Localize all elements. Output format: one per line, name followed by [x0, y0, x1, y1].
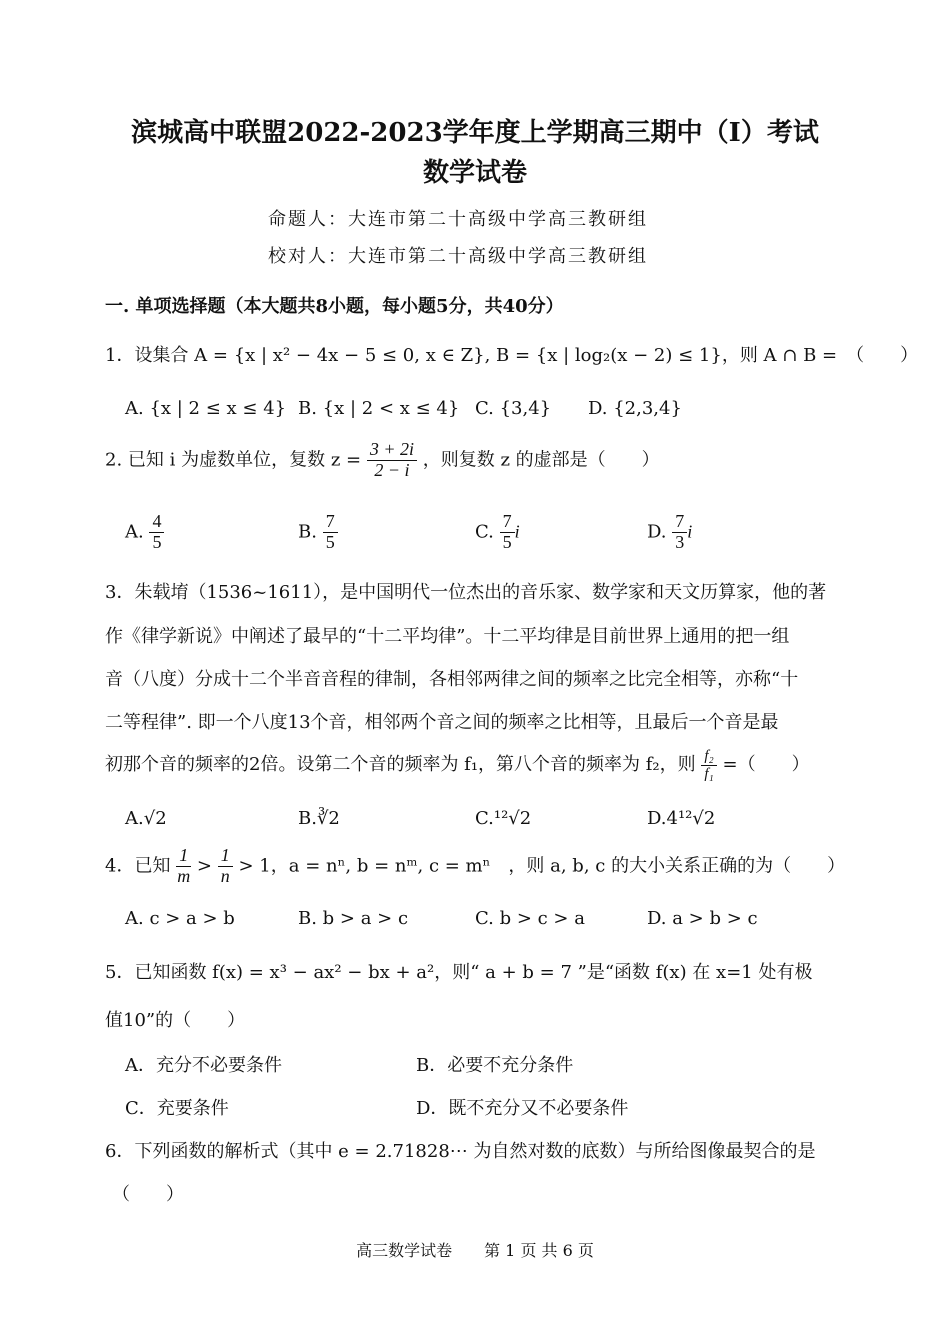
question-3-line-1: 3．朱载堉（1536~1611），是中国明代一位杰出的音乐家、数学家和天文历算家，他的著	[105, 582, 827, 603]
question-5-option-c: C．充要条件	[125, 1098, 229, 1119]
page-footer: 高三数学试卷 第 1 页 共 6 页	[356, 1241, 594, 1260]
author-line: 命题人：大连市第二十高级中学高三教研组	[268, 209, 648, 230]
question-4-option-d: D. a > b > c	[647, 908, 758, 929]
question-5-option-a: A．充分不必要条件	[125, 1055, 282, 1076]
question-3-option-c: C.¹²√2	[475, 808, 532, 829]
reviewer-line: 校对人：大连市第二十高级中学高三教研组	[268, 246, 648, 267]
question-1-option-b: B. {x | 2 < x ≤ 4}	[298, 398, 460, 419]
question-2-stem-post: ，则复数 z 的虚部是（ ）	[422, 449, 660, 471]
question-2-stem-pre: 2. 已知 i 为虚数单位，复数 z =	[105, 449, 362, 471]
question-3-option-b: B.∛2	[298, 808, 340, 829]
question-1-stem: 1．设集合 A = {x | x² − 4x − 5 ≤ 0, x ∈ Z}, B = {x | log₂(x − 2) ≤ 1}，则 A ∩ B = （ ）	[105, 345, 919, 366]
section-heading: 一. 单项选择题（本大题共8小题，每小题5分，共40分）	[105, 296, 564, 317]
question-1-option-c: C. {3,4}	[475, 398, 552, 419]
exam-subtitle: 数学试卷	[422, 158, 527, 188]
question-5-option-b: B．必要不充分条件	[416, 1055, 574, 1076]
question-5-line-1: 5．已知函数 f(x) = x³ − ax² − bx + a²，则“ a + b = 7 ”是“函数 f(x) 在 x=1 处有极	[105, 962, 813, 983]
question-3-option-a: A.√2	[125, 808, 167, 829]
question-2-fraction: $\frac{3 + 2i}{2 - i}$	[367, 440, 417, 481]
question-3-line-2: 作《律学新说》中阐述了最早的“十二平均律”。十二平均律是目前世界上通用的把一组	[105, 626, 790, 647]
question-2-option-a: A. $\frac{4}{5}$	[125, 512, 164, 553]
question-3-line-3: 音（八度）分成十二个半音音程的律制，各相邻两律之间的频率之比完全相等，亦称“十	[105, 669, 799, 690]
question-2-option-d: D. $\frac{7}{3}$ i	[647, 511, 693, 552]
question-4-option-b: B. b > a > c	[298, 908, 409, 929]
question-2-option-b: B. $\frac{7}{5}$	[298, 512, 338, 553]
question-2-option-c: C. $\frac{7}{5}$ i	[475, 511, 520, 552]
question-4-option-c: C. b > c > a	[475, 908, 585, 929]
question-4-stem: 4．已知 $\frac{1}{m}$ > $\frac{1}{n}$ > 1，a = nⁿ, b = nᵐ, c = mⁿ ，则 a, b, c 的大小关系正确的为（ ）	[105, 845, 846, 886]
question-5-line-2: 值10”的（ ）	[105, 1010, 246, 1031]
question-5-option-d: D．既不充分又不必要条件	[416, 1098, 629, 1119]
question-4-option-a: A. c > a > b	[125, 908, 235, 929]
question-1-option-d: D. {2,3,4}	[588, 398, 682, 419]
question-2-stem	[105, 440, 660, 481]
question-6-line-1: 6．下列函数的解析式（其中 e = 2.71828⋯ 为自然对数的底数）与所给图像最契合的是	[105, 1141, 816, 1162]
question-6-line-2: （ ）	[112, 1184, 184, 1205]
question-3-line-4: 二等程律”. 即一个八度13个音，相邻两个音之间的频率之比相等，且最后一个音是最	[105, 712, 779, 733]
exam-title: 滨城高中联盟2022-2023学年度上学期高三期中（Ⅰ）考试	[131, 118, 819, 148]
question-3-line-5: 初那个音的频率的2倍。设第二个音的频率为 f₁，第八个音的频率为 f₂，则 $\frac{\text{f₂}}{\text{f₁}}$ =（ ）	[105, 748, 810, 782]
question-3-option-d: D.4¹²√2	[647, 808, 716, 829]
question-1-option-a: A. {x | 2 ≤ x ≤ 4}	[125, 398, 287, 419]
